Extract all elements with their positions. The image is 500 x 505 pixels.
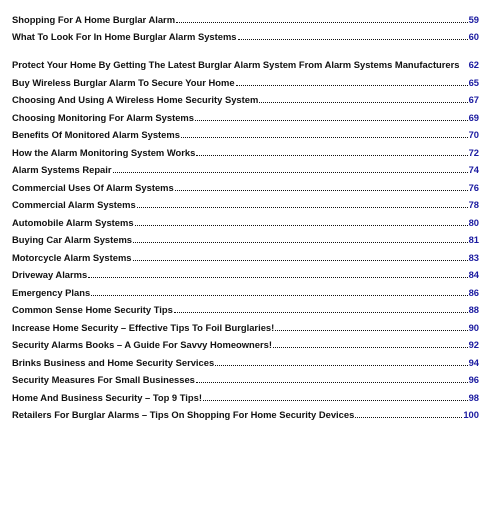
toc-entry-title: Security Alarms Books – A Guide For Savvy Homeowners! <box>12 339 272 350</box>
toc-entry-title: Emergency Plans <box>12 286 91 298</box>
toc-entry-page: 86 <box>468 286 479 298</box>
toc-entry[interactable] <box>12 176 479 194</box>
toc-entry-title: Increase Home Security – Effective Tips To Foil Burglaries! <box>12 321 275 333</box>
toc-entry-title: How the Alarm Monitoring System Works <box>12 146 196 158</box>
toc-entry[interactable] <box>12 404 479 422</box>
toc-entry-page: 67 <box>468 94 479 105</box>
toc-entry-page: 83 <box>468 251 479 263</box>
toc-entry-page: 92 <box>468 339 479 350</box>
dot-leader <box>175 190 468 191</box>
toc-entry[interactable] <box>12 194 479 212</box>
toc-entry-title: Choosing Monitoring For Alarm Systems <box>12 111 194 123</box>
dot-leader <box>88 277 467 278</box>
toc-entry[interactable] <box>12 124 479 142</box>
dot-leader <box>355 417 462 418</box>
toc-entry-title: Common Sense Home Security Tips <box>12 304 173 315</box>
table-of-contents <box>12 8 479 421</box>
toc-entry-page: 96 <box>468 374 479 385</box>
dot-leader <box>176 22 468 23</box>
dot-leader <box>91 295 467 296</box>
toc-entry-title: Brinks Business and Home Security Services <box>12 356 215 368</box>
dot-leader <box>137 207 468 208</box>
toc-entry[interactable] <box>12 71 479 89</box>
dot-leader <box>259 102 467 103</box>
toc-entry[interactable] <box>12 89 479 107</box>
toc-entry[interactable] <box>12 211 479 229</box>
toc-entry-page: 69 <box>468 111 479 123</box>
toc-entry-page: 88 <box>468 304 479 315</box>
toc-entry-page: 65 <box>468 76 479 88</box>
toc-entry-title: Alarm Systems Repair <box>12 164 112 175</box>
dot-leader <box>196 382 468 383</box>
toc-entry[interactable] <box>12 369 479 387</box>
toc-entry-title: Motorcycle Alarm Systems <box>12 251 132 263</box>
toc-entry[interactable] <box>12 141 479 159</box>
toc-entry-page: 98 <box>468 391 479 403</box>
toc-entry-page: 81 <box>468 234 479 245</box>
toc-entry[interactable] <box>12 334 479 352</box>
toc-entry-page: 60 <box>468 31 479 42</box>
toc-entry[interactable] <box>12 264 479 282</box>
toc-entry-title: Driveway Alarms <box>12 269 88 280</box>
toc-entry[interactable] <box>12 43 479 71</box>
toc-entry[interactable] <box>12 246 479 264</box>
toc-entry[interactable] <box>12 316 479 334</box>
toc-entry-page: 94 <box>468 356 479 368</box>
toc-entry-page: 62 <box>468 59 479 70</box>
dot-leader <box>181 137 468 138</box>
toc-entry[interactable] <box>12 26 479 44</box>
toc-entry-page: 84 <box>468 269 479 280</box>
toc-entry-title: Shopping For A Home Burglar Alarm <box>12 13 176 25</box>
toc-entry-page: 70 <box>468 129 479 140</box>
toc-entry[interactable] <box>12 229 479 247</box>
toc-entry-title: Buying Car Alarm Systems <box>12 234 133 245</box>
toc-entry-title: Benefits Of Monitored Alarm Systems <box>12 129 180 140</box>
toc-entry-title: Home And Business Security – Top 9 Tips! <box>12 391 202 403</box>
dot-leader <box>133 242 468 243</box>
toc-entry-title: Automobile Alarm Systems <box>12 216 134 228</box>
toc-entry-title: Retailers For Burglar Alarms – Tips On Shopping For Home Security Devices <box>12 409 355 420</box>
toc-entry-page: 72 <box>468 146 479 158</box>
toc-entry[interactable] <box>12 159 479 177</box>
toc-entry-page: 74 <box>468 164 479 175</box>
toc-entry-page: 78 <box>468 199 479 210</box>
dot-leader <box>195 120 468 121</box>
toc-entry[interactable] <box>12 8 479 26</box>
toc-entry-page: 59 <box>468 13 479 25</box>
toc-entry[interactable] <box>12 281 479 299</box>
toc-entry[interactable] <box>12 351 479 369</box>
dot-leader <box>215 365 467 366</box>
toc-entry-title: Commercial Uses Of Alarm Systems <box>12 181 174 193</box>
dot-leader <box>203 400 468 401</box>
toc-entry-title: Buy Wireless Burglar Alarm To Secure Your Home <box>12 76 235 88</box>
toc-entry-page: 100 <box>463 409 479 420</box>
toc-entry-title: Commercial Alarm Systems <box>12 199 136 210</box>
dot-leader <box>174 312 468 313</box>
toc-entry-title: Security Measures For Small Businesses <box>12 374 195 385</box>
toc-entry[interactable] <box>12 106 479 124</box>
toc-entry[interactable] <box>12 299 479 317</box>
toc-entry-page: 76 <box>468 181 479 193</box>
toc-entry[interactable] <box>12 386 479 404</box>
toc-entry-title: Protect Your Home By Getting The Latest Burglar Alarm System From Alarm Systems Manufacturers <box>12 59 460 70</box>
toc-entry-title: What To Look For In Home Burglar Alarm Systems <box>12 31 237 42</box>
dot-leader <box>273 347 468 348</box>
toc-entry-page: 80 <box>468 216 479 228</box>
toc-entry-title: Choosing And Using A Wireless Home Security System <box>12 94 259 105</box>
dot-leader <box>238 39 468 40</box>
dot-leader <box>135 225 468 226</box>
dot-leader <box>113 172 468 173</box>
dot-leader <box>196 155 467 156</box>
dot-leader <box>133 260 468 261</box>
toc-entry-page: 90 <box>468 321 479 333</box>
dot-leader <box>236 85 468 86</box>
dot-leader <box>275 330 467 331</box>
